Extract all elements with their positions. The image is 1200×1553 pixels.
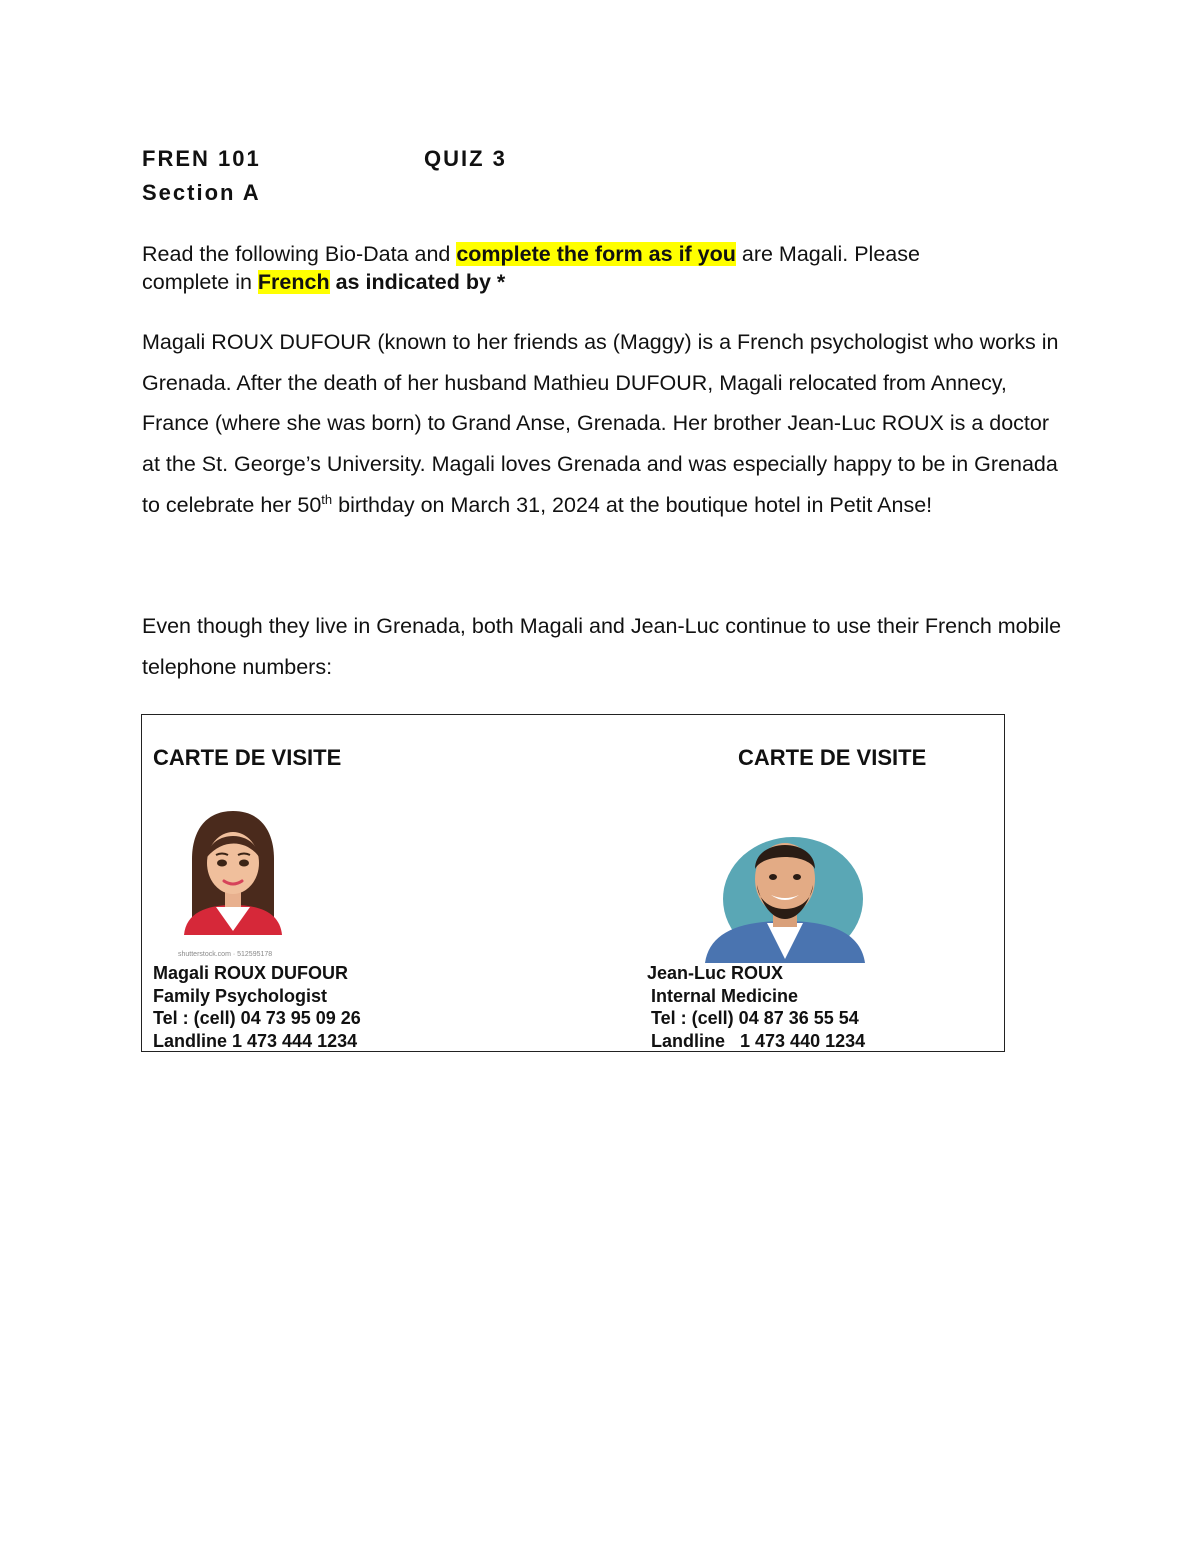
course-code: FREN 101 <box>142 146 261 171</box>
instructions-text-1: Read the following Bio-Data and <box>142 242 457 266</box>
magali-image-credit: shutterstock.com · 512595178 <box>178 951 273 958</box>
phone-paragraph: Even though they live in Grenada, both Magali and Jean-Luc continue to use their French mobile telephone numbers: <box>142 614 1062 679</box>
magali-portrait-image <box>174 807 292 937</box>
instructions-highlight-1: complete the form as if you <box>456 242 736 266</box>
jeanluc-name: Jean-Luc ROUX <box>647 963 784 983</box>
instructions-text-3: complete in <box>142 270 258 294</box>
bio-text-1: Magali ROUX DUFOUR (known to her friends as (Maggy) is a French psychologist who works in Grenada. After the death of her husband Mathieu DUFOUR, Magali relocated from Annecy, France (where she was born) to Grand Anse, Grenada. Her brother Jean-Luc ROUX is a doctor at the St. George’s University. Magali loves Grenada and was especially happy to be in Grenada to celebrate her 50 <box>142 330 1059 517</box>
magali-tel: Tel : (cell) 04 73 95 09 26 <box>153 1008 361 1028</box>
card-title-jeanluc: CARTE DE VISITE <box>738 745 927 770</box>
bio-paragraph <box>142 322 1062 526</box>
instructions-text-4: as indicated by * <box>329 270 506 294</box>
magali-profession: Family Psychologist <box>153 985 328 1006</box>
jeanluc-profession: Internal Medicine <box>651 985 799 1006</box>
magali-name: Magali ROUX DUFOUR <box>153 963 349 983</box>
quiz-title: QUIZ 3 <box>424 146 507 171</box>
jeanluc-tel: Tel : (cell) 04 87 36 55 54 <box>651 1008 859 1028</box>
business-cards-box <box>141 714 1005 1052</box>
instructions <box>142 240 1042 296</box>
bio-text-2: birthday on March 31, 2024 at the boutique hotel in Petit Anse! <box>332 492 933 517</box>
instructions-highlight-2: French <box>257 270 330 294</box>
jeanluc-landline: Landline 1 473 440 1234 <box>651 1030 866 1051</box>
card-title-magali: CARTE DE VISITE <box>153 745 342 770</box>
jeanluc-portrait-image <box>697 829 873 963</box>
section-title: Section A <box>142 180 261 205</box>
jeanluc-card-info <box>647 962 865 1052</box>
magali-card-info <box>153 962 361 1052</box>
bio-superscript: th <box>321 491 333 507</box>
magali-landline: Landline 1 473 444 1234 <box>153 1030 358 1051</box>
instructions-text-2: are Magali. Please <box>735 242 920 266</box>
